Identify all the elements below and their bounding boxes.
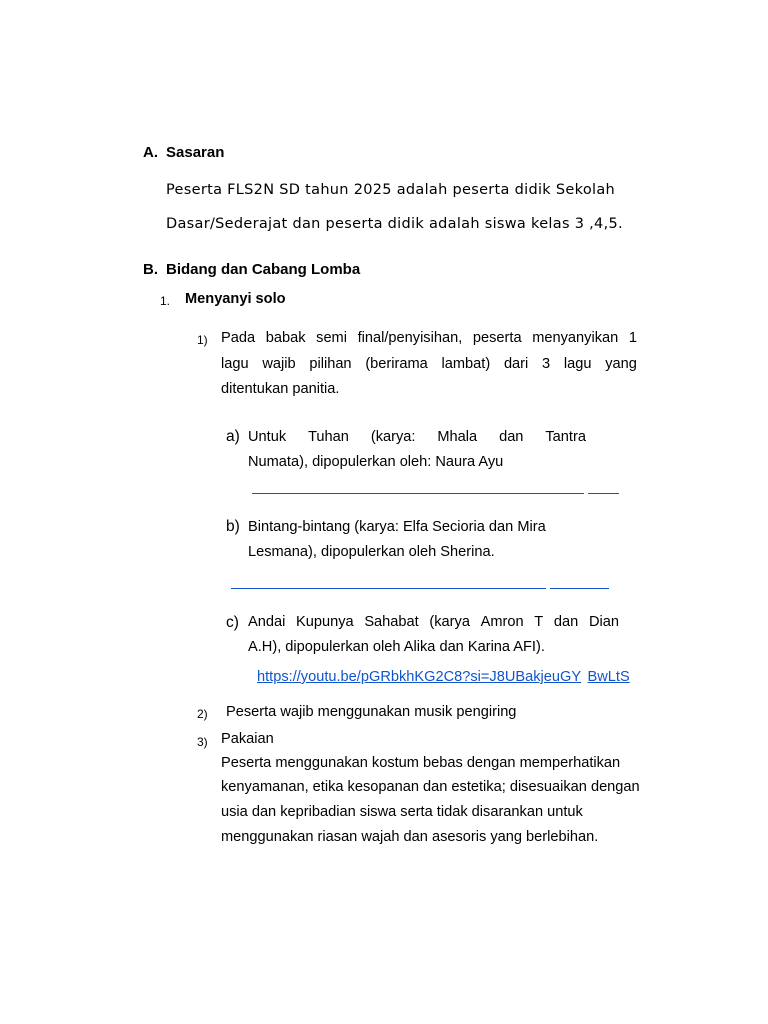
item-3-line-1: Peserta menggunakan kostum bebas dengan memperhatikan (221, 755, 621, 771)
word: babak (265, 330, 306, 346)
word: Mhala (437, 429, 478, 445)
option-b-link-underline[interactable] (231, 588, 546, 589)
word: semi (316, 330, 347, 346)
word: (berirama (365, 356, 428, 372)
word: lagu (221, 356, 249, 372)
word: Dian (588, 614, 619, 630)
item-2-number: 2) (197, 707, 208, 721)
word: dan (553, 614, 579, 630)
word: Untuk (248, 429, 287, 445)
section-a-line-2: Dasar/Sederajat dan peserta didik adalah siswa kelas 3 ,4,5. (166, 216, 623, 232)
sub-1-number: 1. (160, 294, 171, 308)
item-1-line-2 (221, 356, 637, 372)
word: T (534, 614, 544, 630)
word: lambat) (441, 356, 491, 372)
option-a-link-underline[interactable] (252, 493, 584, 494)
option-c-youtube-link[interactable] (257, 668, 630, 686)
word: Kupunya (296, 614, 354, 630)
word: dari (503, 356, 529, 372)
word: dan (499, 429, 524, 445)
item-3-line-4: menggunakan riasan wajah dan asesoris yang berlebihan. (221, 829, 599, 845)
word: wajib (262, 356, 296, 372)
option-b-line-2: Lesmana), dipopulerkan oleh Sherina. (248, 544, 495, 560)
option-b-letter: b) (226, 518, 240, 535)
option-a-line-2: Numata), dipopulerkan oleh: Naura Ayu (248, 454, 504, 470)
youtube-link-part-2[interactable]: BwLtS (587, 669, 630, 685)
word: yang (605, 356, 637, 372)
word: (karya (429, 614, 470, 630)
word: final/penyisihan, (357, 330, 463, 346)
word: Tantra (545, 429, 586, 445)
option-b-line-1: Bintang-bintang (karya: Elfa Secioria dan Mira (248, 519, 546, 535)
section-b-letter: B. (143, 261, 158, 278)
section-a-title: Sasaran (166, 144, 225, 161)
option-c-line-2: A.H), dipopulerkan oleh Alika dan Karina AFI). (248, 639, 545, 655)
word: (karya: (370, 429, 416, 445)
option-a-letter: a) (226, 428, 240, 445)
option-a-line-1 (248, 429, 586, 445)
word: Pada (221, 330, 256, 346)
word: peserta (472, 330, 522, 346)
item-3-number: 3) (197, 735, 208, 749)
option-b-link-underline[interactable] (550, 588, 609, 589)
option-c-line-1 (248, 614, 619, 630)
item-3-line-3: usia dan kepribadian siswa serta tidak disarankan untuk (221, 804, 583, 820)
word: Amron (480, 614, 524, 630)
section-a-line-1: Peserta FLS2N SD tahun 2025 adalah peserta didik Sekolah (166, 182, 615, 198)
youtube-link-part-1[interactable]: https://youtu.be/pGRbkhKG2C8?si=J8UBakjeuGY (257, 669, 582, 685)
word: 1 (628, 330, 637, 346)
item-3-title: Pakaian (221, 731, 274, 747)
word: Tuhan (308, 429, 349, 445)
word: 3 (542, 356, 551, 372)
section-b-title: Bidang dan Cabang Lomba (166, 261, 361, 278)
word: Sahabat (364, 614, 419, 630)
option-c-letter: c) (226, 614, 239, 631)
item-1-line-3: ditentukan panitia. (221, 381, 340, 397)
word: pilihan (309, 356, 352, 372)
section-a-letter: A. (143, 144, 158, 161)
item-3-line-2: kenyamanan, etika kesopanan dan estetika; disesuaikan dengan (221, 779, 640, 795)
word: lagu (563, 356, 592, 372)
item-1-line-1 (221, 330, 637, 346)
word: Andai (248, 614, 286, 630)
word: menyanyikan (532, 330, 619, 346)
sub-1-title: Menyanyi solo (185, 291, 286, 307)
item-2-text: Peserta wajib menggunakan musik pengiring (226, 704, 517, 720)
option-a-link-underline[interactable] (588, 493, 619, 494)
item-1-number: 1) (197, 333, 208, 347)
